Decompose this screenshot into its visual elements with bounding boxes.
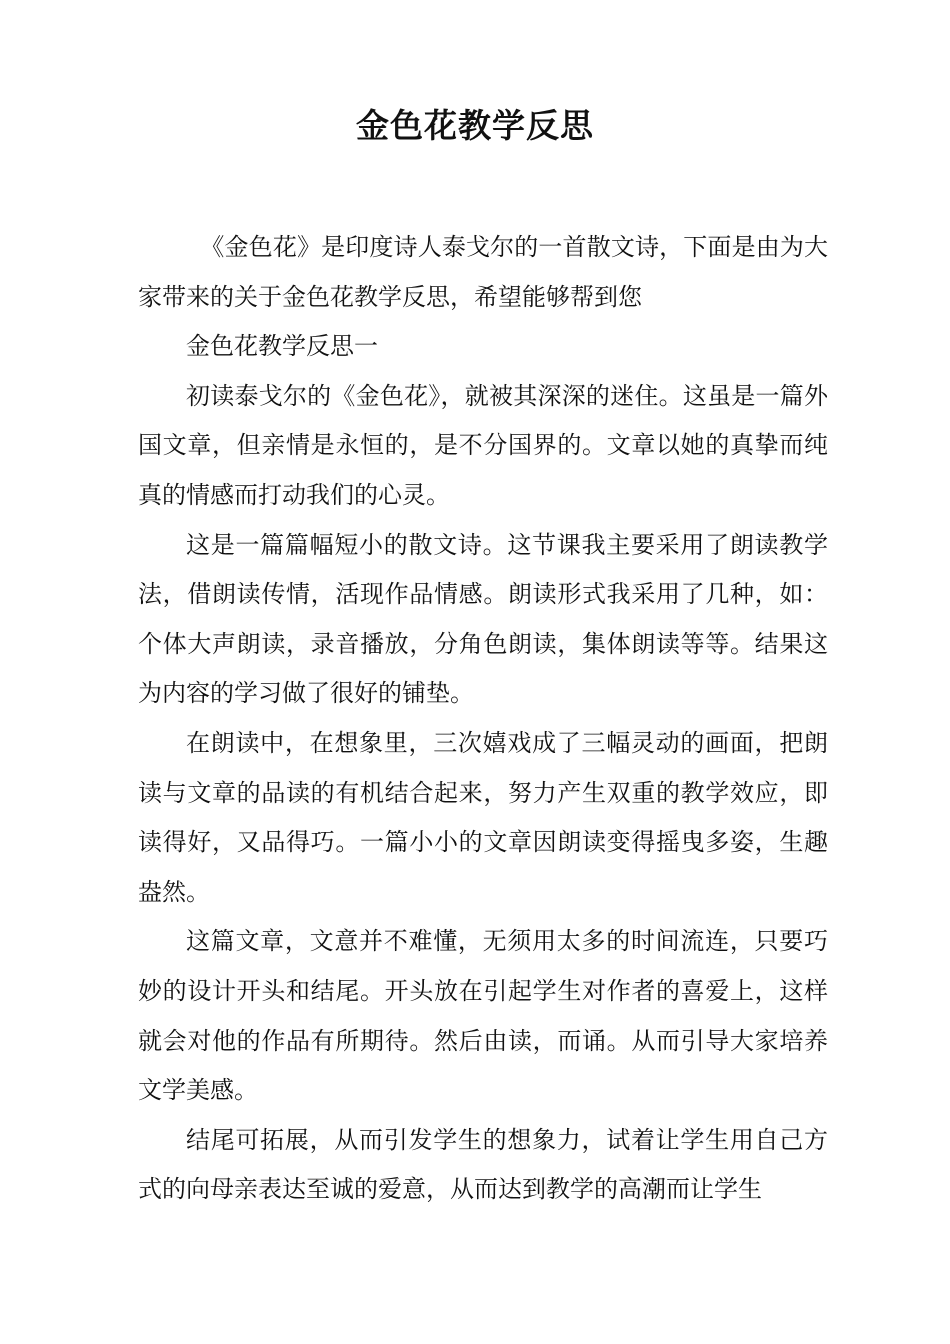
section-heading: 金色花教学反思一: [186, 332, 378, 361]
document-title: 金色花教学反思: [356, 106, 594, 145]
document-body: [138, 223, 828, 1215]
body-paragraph: 这篇文章，文意并不难懂，无须用太多的时间流连，只要巧妙的设计开头和结尾。开头放在引起学生对作者的喜爱上，这样就会对他的作品有所期待。然后由读，而诵。从而引导大家培养文学美感。: [138, 927, 828, 1105]
body-paragraph: 结尾可拓展，从而引发学生的想象力，试着让学生用自己方式的向母亲表达至诚的爱意，从而达到教学的高潮而让学生: [138, 1125, 828, 1204]
body-paragraph: 初读泰戈尔的《金色花》，就被其深深的迷住。这虽是一篇外国文章，但亲情是永恒的，是不分国界的。文章以她的真挚而纯真的情感而打动我们的心灵。: [138, 381, 828, 509]
body-paragraph: 在朗读中，在想象里，三次嬉戏成了三幅灵动的画面，把朗读与文章的品读的有机结合起来，努力产生双重的教学效应，即读得好，又品得巧。一篇小小的文章因朗读变得摇曳多姿，生趣盎然。: [138, 728, 828, 906]
intro-paragraph: 《金色花》是印度诗人泰戈尔的一首散文诗，下面是由为大家带来的关于金色花教学反思，希望能够帮到您: [138, 233, 828, 311]
body-paragraph: 这是一篇篇幅短小的散文诗。这节课我主要采用了朗读教学法，借朗读传情，活现作品情感。朗读形式我采用了几种，如：个体大声朗读，录音播放，分角色朗读，集体朗读等等。结果这为内容的学习做了很好的铺垫。: [138, 530, 828, 708]
